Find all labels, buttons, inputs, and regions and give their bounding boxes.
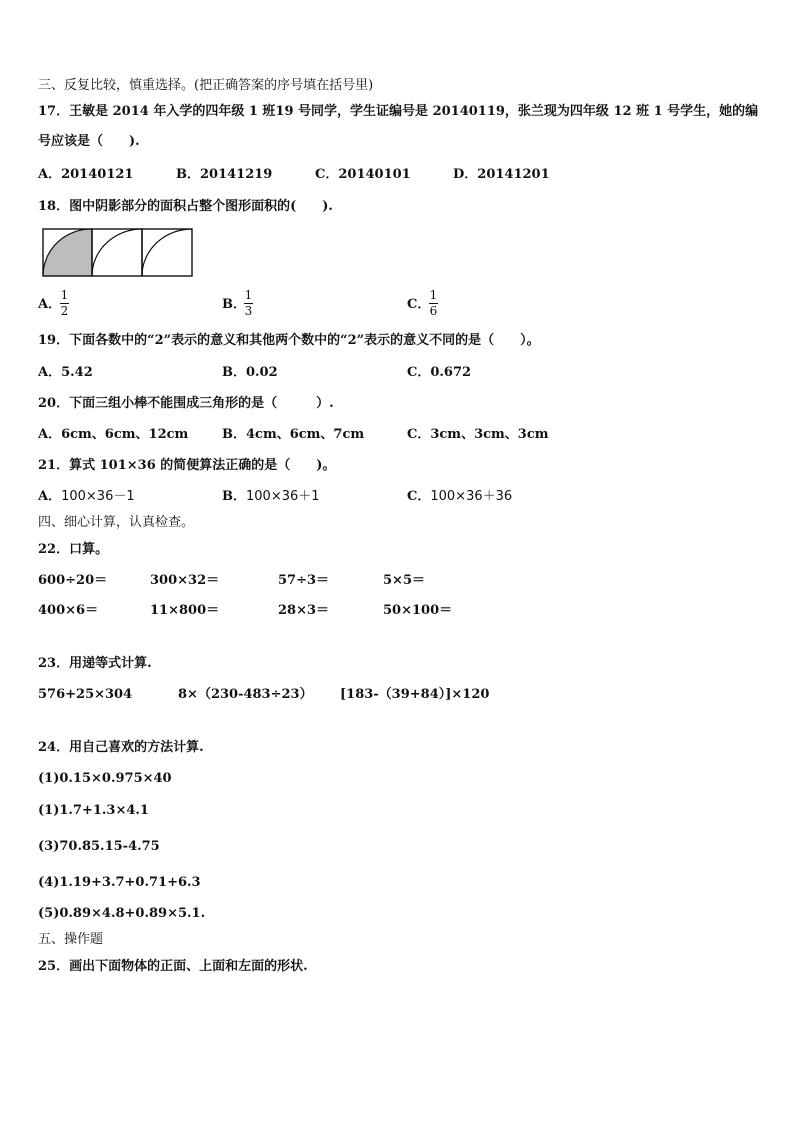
q21-option-b-expr: 100×36＋1	[246, 489, 320, 504]
q19-option-b: B．0.02	[222, 365, 278, 380]
q21-option-c	[407, 488, 512, 506]
q20-option-b: B．4cm、6cm、7cm	[222, 427, 365, 442]
q18-shaded-region	[43, 229, 92, 276]
q18-arc-2	[92, 229, 142, 276]
q22-row2-item3: 28×3＝	[278, 603, 330, 618]
q20-option-a: A．6cm、6cm、12cm	[38, 427, 189, 442]
q24-item5: (5)0.89×4.8+0.89×5.1.	[38, 906, 206, 921]
q24-item3: (3)70.85.15-4.75	[38, 839, 160, 854]
section-5-title: 五、操作题	[38, 932, 104, 947]
q20-stem: 20．下面三组小棒不能围成三角形的是（ ）.	[38, 396, 334, 411]
q21-option-a	[38, 488, 135, 506]
q18-option-a-numerator: 1	[60, 288, 69, 302]
q22-row2-item1: 400×6＝	[38, 603, 99, 618]
q23-item3: [183-（39+84）]×120	[340, 687, 490, 702]
q18-option-c-denominator: 6	[429, 304, 438, 318]
q19-stem: 19．下面各数中的“2”表示的意义和其他两个数中的“2”表示的意义不同的是（ ）。	[38, 333, 540, 348]
q22-row1-item1: 600÷20＝	[38, 573, 108, 588]
q22-row1-item2: 300×32＝	[150, 573, 220, 588]
q22-row1-item3: 57÷3＝	[278, 573, 330, 588]
q18-stem: 18．图中阴影部分的面积占整个图形面积的( ).	[38, 199, 333, 214]
q18-square-3	[142, 229, 192, 276]
q25-stem: 25．画出下面物体的正面、上面和左面的形状.	[38, 959, 308, 974]
section-3-title: 三、反复比较，慎重选择。(把正确答案的序号填在括号里)	[38, 78, 374, 93]
q19-option-a: A．5.42	[38, 365, 93, 380]
q24-item4: (4)1.19+3.7+0.71+6.3	[38, 875, 201, 890]
q18-option-b-fraction	[244, 289, 253, 318]
q21-option-a-label: A．	[38, 489, 62, 504]
q21-option-c-expr: 100×36＋36	[430, 489, 513, 504]
q18-quarter-circle-figure	[42, 228, 194, 278]
q21-option-b-label: B．	[222, 489, 246, 504]
q20-option-c: C．3cm、3cm、3cm	[407, 427, 549, 442]
q23-item1: 576+25×304	[38, 687, 133, 702]
section-4-title: 四、细心计算，认真检查。	[38, 515, 195, 530]
q18-option-b-numerator: 1	[244, 288, 253, 302]
q24-item2: (1)1.7+1.3×4.1	[38, 803, 149, 818]
q18-arc-3	[142, 229, 192, 276]
q21-option-c-label: C．	[407, 489, 431, 504]
q17-option-a: A．20140121	[38, 167, 134, 182]
q18-option-c-fraction	[429, 289, 438, 318]
q24-stem: 24．用自己喜欢的方法计算.	[38, 740, 204, 755]
q21-option-a-expr: 100×36－1	[61, 489, 135, 504]
q23-stem: 23．用递等式计算.	[38, 656, 152, 671]
q24-item1: (1)0.15×0.975×40	[38, 771, 172, 786]
q18-option-a-fraction	[60, 289, 69, 318]
q18-option-c-numerator: 1	[429, 288, 438, 302]
q18-option-b-denominator: 3	[244, 304, 253, 318]
q18-option-a-denominator: 2	[60, 304, 69, 318]
q17-stem-line2: 号应该是（ ).	[38, 134, 140, 149]
q23-item2: 8×（230-483÷23）	[178, 687, 313, 702]
q18-option-a-label: A．	[38, 297, 62, 312]
q22-row2-item2: 11×800＝	[150, 603, 220, 618]
q17-stem-line1: 17．王敏是 2014 年入学的四年级 1 班19 号同学，学生证编号是 20140119，张兰现为四年级 12 班 1 号学生，她的编	[38, 104, 759, 119]
q22-row1-item4: 5×5＝	[383, 573, 425, 588]
q18-option-c-label: C．	[407, 297, 431, 312]
q17-option-c: C．20140101	[315, 167, 411, 182]
q19-option-c: C．0.672	[407, 365, 472, 380]
q22-stem: 22．口算。	[38, 542, 109, 557]
q21-option-b	[222, 488, 320, 506]
q18-option-b-label: B．	[222, 297, 246, 312]
q17-option-d: D．20141201	[453, 167, 550, 182]
q22-row2-item4: 50×100＝	[383, 603, 453, 618]
q17-option-b: B．20141219	[176, 167, 273, 182]
q21-stem: 21．算式 101×36 的简便算法正确的是（ )。	[38, 458, 336, 473]
q18-square-2	[92, 229, 142, 276]
